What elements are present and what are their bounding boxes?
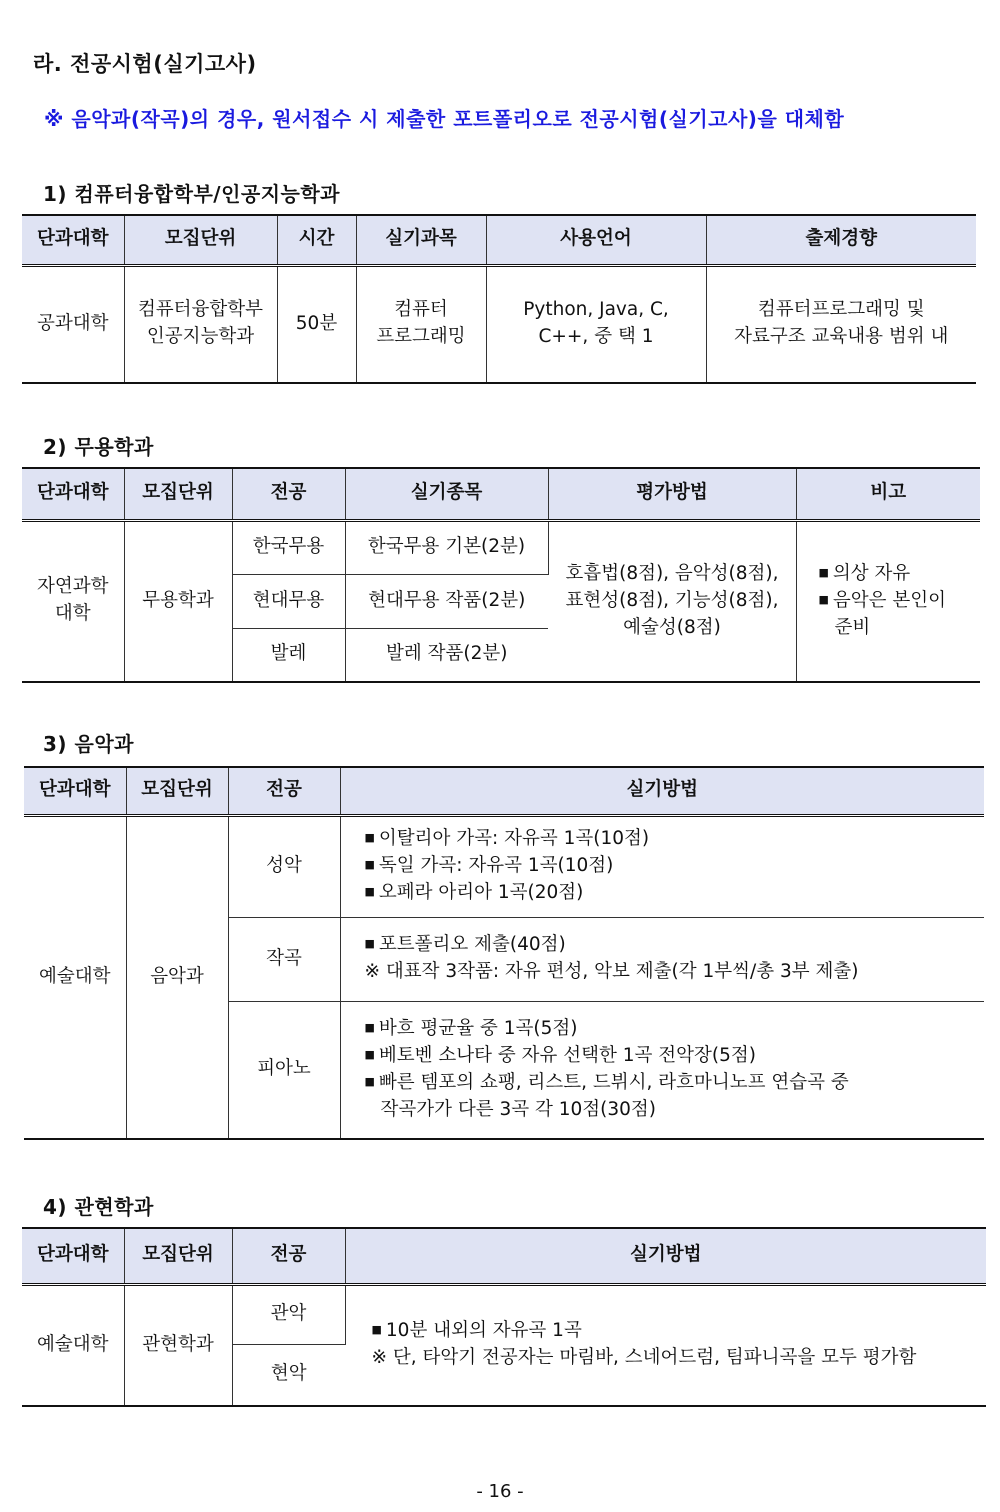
method-note: ※ 대표작 3작품: 자유 편성, 악보 제출(각 1부씩/총 3부 제출) [364, 961, 859, 982]
major-cell: 현악 [232, 1344, 345, 1406]
subject-line: 컴퓨터 [394, 299, 448, 321]
header-major: 전공 [232, 468, 345, 520]
note-bullet: ■ 음악은 본인이 [819, 588, 977, 615]
table-music [24, 766, 984, 1140]
header-time: 시간 [277, 215, 356, 265]
method-cell [345, 1284, 986, 1406]
item-cell: 한국무용 기본(2분) [345, 520, 548, 574]
major-cell: 현대무용 [232, 574, 345, 628]
evaluation-line: 호흡법(8점), 음악성(8점), [565, 563, 779, 585]
trend-line: 컴퓨터프로그래밍 및 [757, 299, 925, 321]
time-cell: 50분 [277, 265, 356, 383]
table-row [24, 815, 984, 917]
section-2-title: 2) 무용학과 [43, 435, 154, 459]
method-cell [340, 815, 984, 917]
header-college: 단과대학 [22, 468, 124, 520]
header-unit: 모집단위 [126, 767, 228, 815]
section-3-title: 3) 음악과 [43, 732, 134, 756]
evaluation-line: 표현성(8점), 기능성(8점), [565, 589, 779, 611]
table-row [22, 265, 976, 383]
section-1-title: 1) 컴퓨터융합학부/인공지능학과 [43, 182, 340, 206]
note-cell [796, 520, 980, 682]
method-note: ※ 단, 타악기 전공자는 마림바, 스네어드럼, 팀파니곡을 모두 평가함 [371, 1347, 917, 1369]
table-row [22, 1284, 986, 1344]
major-cell: 성악 [228, 815, 340, 917]
college-cell: 예술대학 [24, 815, 126, 1139]
unit-cell: 무용학과 [124, 520, 232, 682]
method-bullet-cont: 작곡가가 다른 3곡 각 10점(30점) [380, 1098, 657, 1120]
header-college: 단과대학 [22, 1228, 124, 1284]
college-line: 대학 [54, 603, 91, 625]
method-bullet: ■ 베토벤 소나타 중 자유 선택한 1곡 전악장(5점) [365, 1043, 981, 1070]
header-method: 실기방법 [345, 1228, 986, 1284]
college-cell: 공과대학 [22, 265, 124, 383]
trend-line: 자료구조 교육내용 범위 내 [734, 326, 949, 348]
table-row [22, 520, 980, 574]
language-cell [486, 265, 706, 383]
evaluation-cell [548, 520, 796, 682]
unit-cell: 관현학과 [124, 1284, 232, 1406]
major-cell: 작곡 [228, 917, 340, 1001]
unit-cell: 음악과 [126, 815, 228, 1139]
page-number: - 16 - [476, 1481, 524, 1502]
method-cell [340, 917, 984, 1001]
major-cell: 한국무용 [232, 520, 345, 574]
major-cell: 발레 [232, 628, 345, 682]
method-bullet: ■ 바흐 평균율 중 1곡(5점) [365, 1016, 981, 1043]
unit-line: 인공지능학과 [146, 326, 255, 348]
college-cell: 예술대학 [22, 1284, 124, 1406]
header-note: 비고 [796, 468, 980, 520]
subject-line: 프로그래밍 [376, 326, 466, 348]
header-subject: 실기과목 [356, 215, 486, 265]
header-evaluation: 평가방법 [548, 468, 796, 520]
header-major: 전공 [228, 767, 340, 815]
method-bullet: ■ 포트폴리오 제출(40점) [365, 932, 981, 959]
table-dance [22, 467, 980, 683]
college-line: 자연과학 [37, 576, 109, 598]
header-unit: 모집단위 [124, 1228, 232, 1284]
table-orchestra [22, 1227, 986, 1407]
major-cell: 피아노 [228, 1001, 340, 1139]
language-line: C++, 중 택 1 [538, 326, 654, 348]
method-cell [340, 1001, 984, 1139]
header-unit: 모집단위 [124, 468, 232, 520]
unit-line: 컴퓨터융합학부 [137, 299, 264, 321]
section-4-title: 4) 관현학과 [43, 1195, 154, 1219]
major-cell: 관악 [232, 1284, 345, 1344]
trend-cell [706, 265, 976, 383]
header-college: 단과대학 [24, 767, 126, 815]
header-item: 실기종목 [345, 468, 548, 520]
evaluation-line: 예술성(8점) [623, 616, 721, 638]
unit-cell [124, 265, 277, 383]
method-bullet: ■ 이탈리아 가곡: 자유곡 1곡(10점) [365, 826, 981, 853]
header-college: 단과대학 [22, 215, 124, 265]
method-bullet: ■ 빠른 템포의 쇼팽, 리스트, 드뷔시, 라흐마니노프 연습곡 중 [365, 1070, 981, 1097]
method-bullet: ■ 독일 가곡: 자유곡 1곡(10점) [365, 853, 981, 880]
section-heading: 라. 전공시험(실기고사) [33, 52, 257, 76]
note-bullet: ■ 의상 자유 [819, 561, 977, 588]
header-unit: 모집단위 [124, 215, 277, 265]
table-computer [22, 214, 976, 384]
language-line: Python, Java, C, [523, 299, 669, 321]
header-trend: 출제경향 [706, 215, 976, 265]
note-bullet-cont: 준비 [834, 616, 871, 638]
subject-cell [356, 265, 486, 383]
college-cell [22, 520, 124, 682]
header-method: 실기방법 [340, 767, 984, 815]
method-bullet: ■ 10분 내외의 자유곡 1곡 [372, 1318, 983, 1345]
notice-text: ※ 음악과(작곡)의 경우, 원서접수 시 제출한 포트폴리오로 전공시험(실기고사)을 대체함 [44, 107, 845, 131]
item-cell: 발레 작품(2분) [345, 628, 548, 682]
item-cell: 현대무용 작품(2분) [345, 574, 548, 628]
header-language: 사용언어 [486, 215, 706, 265]
method-bullet: ■ 오페라 아리아 1곡(20점) [365, 880, 981, 907]
header-major: 전공 [232, 1228, 345, 1284]
